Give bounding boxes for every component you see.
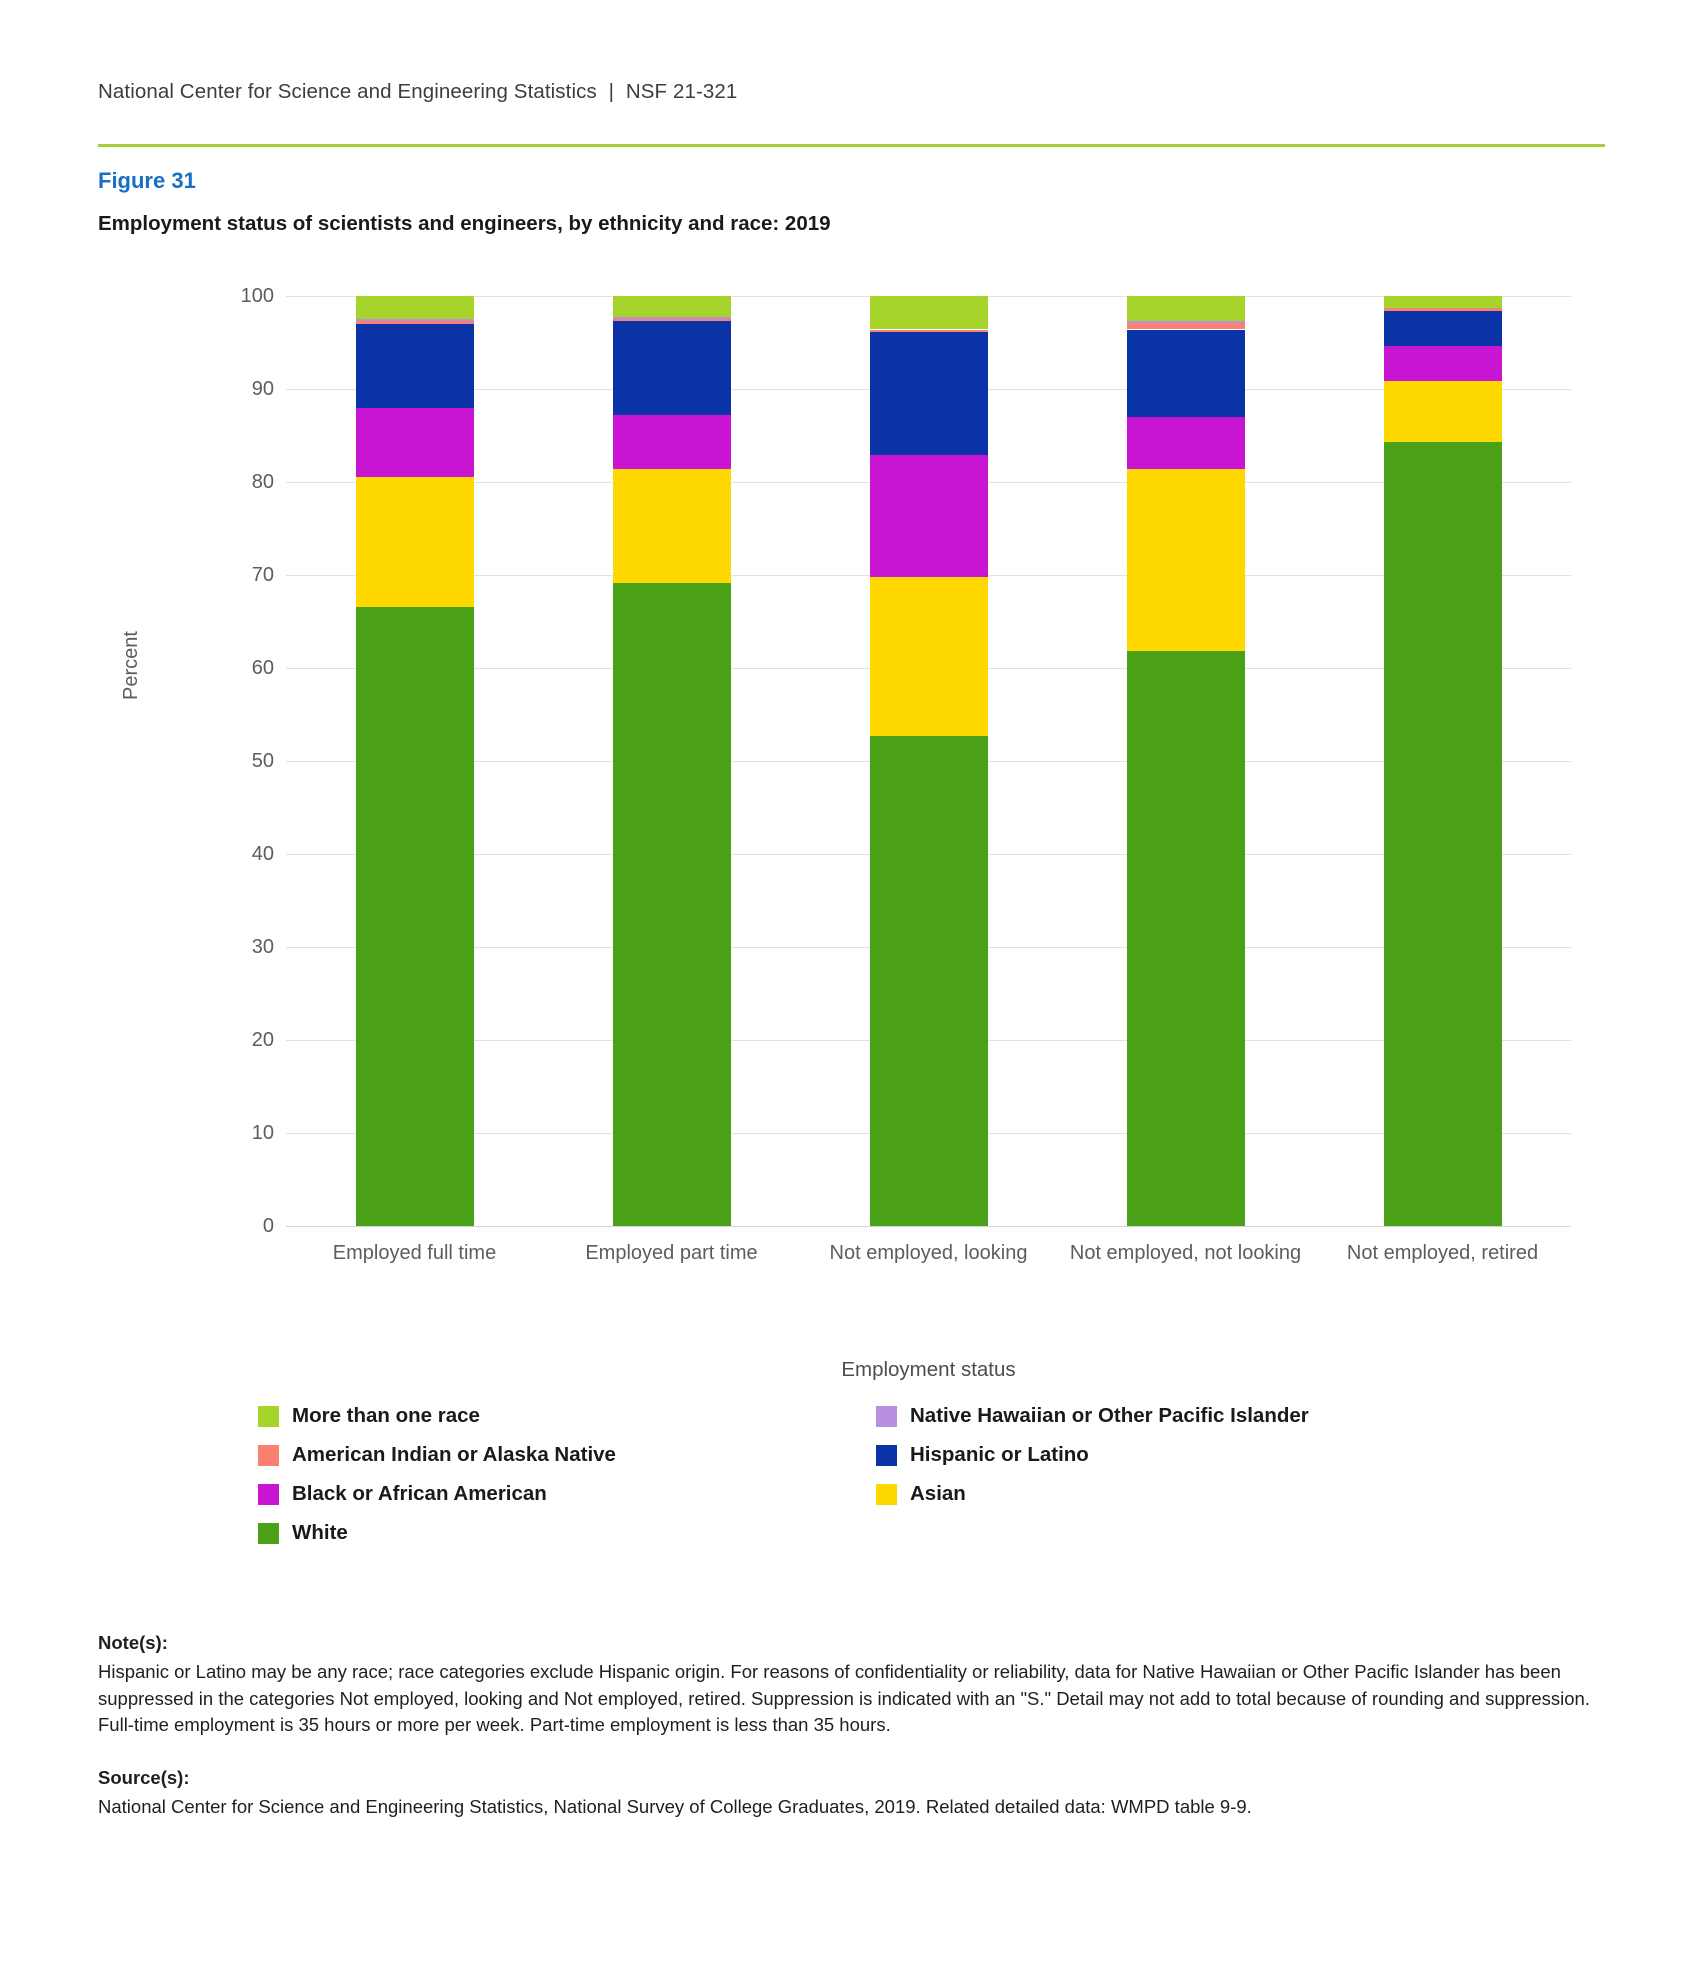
bar-segment — [870, 577, 988, 736]
legend-swatch-icon — [258, 1523, 279, 1544]
bar-segment — [870, 736, 988, 1226]
bar-stack — [356, 296, 474, 1226]
y-axis-tick-label: 20 — [251, 1029, 274, 1051]
bar-segment — [1384, 442, 1502, 1226]
chart-container — [98, 270, 1608, 1380]
header-organization: National Center for Science and Engineering Statistics — [98, 80, 597, 103]
y-axis-tick-label: 90 — [251, 378, 274, 400]
bar-stack — [1384, 296, 1502, 1226]
bar-segment — [1127, 321, 1245, 323]
legend-item[interactable] — [876, 1443, 1089, 1467]
y-axis-tick-label: 30 — [251, 936, 274, 958]
x-axis-tick-label: Employed part time — [585, 1242, 758, 1264]
y-axis-tick-label: 40 — [251, 843, 274, 865]
bar-stack — [613, 296, 731, 1226]
bar-segment — [356, 296, 474, 319]
legend-item[interactable] — [876, 1404, 1309, 1428]
bar-segment — [1127, 651, 1245, 1226]
source-heading: Source(s): — [98, 1767, 190, 1789]
source-body: National Center for Science and Engineering Statistics, National Survey of College Graduates, 2019. Related detailed data: WMPD table 9-9. — [98, 1796, 1252, 1818]
legend-label: Black or African American — [292, 1482, 547, 1505]
bar-segment — [356, 324, 474, 408]
bar-segment — [1384, 346, 1502, 380]
y-axis-tick-label: 70 — [251, 564, 274, 586]
bar-segment — [870, 296, 988, 329]
bar-segment — [870, 330, 988, 333]
header-divider — [98, 144, 1605, 147]
bar-segment — [1127, 330, 1245, 417]
legend-swatch-icon — [258, 1406, 279, 1427]
figure-notes — [98, 1630, 1608, 1847]
bar-segment — [870, 332, 988, 455]
notes-body: Hispanic or Latino may be any race; race categories exclude Hispanic origin. For reasons of confidentiality or reliability, data for Native Hawaiian or Other Pacific Islander has been suppressed in the categories Not employed, looking and Not employed, retired. Suppression is indicated with an "S." Detail may not add to total because of rounding and suppression. Full-time employment is 35 hours or more per week. Part-time employment is less than 35 hours. — [98, 1660, 1590, 1736]
figure-label: Figure 31 — [98, 168, 196, 193]
y-axis-tick-label: 0 — [262, 1215, 274, 1237]
bar-segment — [1127, 323, 1245, 330]
x-axis-tick-label: Not employed, retired — [1346, 1242, 1539, 1264]
legend-swatch-icon — [876, 1406, 897, 1427]
legend-item[interactable] — [258, 1443, 616, 1467]
bar-segment — [356, 408, 474, 478]
legend-row — [258, 1404, 1578, 1443]
legend-row — [258, 1443, 1578, 1482]
bar-stack — [870, 296, 988, 1226]
legend-item[interactable] — [876, 1482, 966, 1506]
bar-segment — [1384, 296, 1502, 308]
bar-segment — [613, 319, 731, 321]
legend-swatch-icon — [876, 1445, 897, 1466]
legend-swatch-icon — [876, 1484, 897, 1505]
bar-segment — [613, 469, 731, 583]
bar-segment — [356, 319, 474, 321]
bar-segment — [870, 455, 988, 577]
x-axis-title: Employment status — [841, 1358, 1016, 1381]
bar-segment — [1127, 296, 1245, 321]
x-axis-tick-label: Not employed, looking — [829, 1242, 1028, 1264]
bar-segment — [613, 415, 731, 469]
y-axis-tick-label: 60 — [251, 657, 274, 679]
x-axis-tick-label: Employed full time — [332, 1242, 497, 1264]
document-header — [98, 80, 737, 104]
y-axis-tick-label: 50 — [251, 750, 274, 772]
bar-segment — [356, 321, 474, 324]
chart-legend — [258, 1404, 1578, 1560]
bar-segment — [613, 296, 731, 317]
legend-swatch-icon — [258, 1445, 279, 1466]
bar-stack — [1127, 296, 1245, 1226]
bar-segment — [613, 583, 731, 1226]
bar-segment — [1127, 417, 1245, 469]
bar-segment — [1127, 469, 1245, 651]
legend-label: Hispanic or Latino — [910, 1443, 1089, 1466]
legend-row — [258, 1521, 1578, 1560]
bar-segment — [1384, 381, 1502, 442]
bar-segment — [1384, 308, 1502, 311]
legend-label: White — [292, 1521, 348, 1544]
legend-label: Native Hawaiian or Other Pacific Islander — [910, 1404, 1309, 1427]
legend-label: More than one race — [292, 1404, 480, 1427]
legend-item[interactable] — [258, 1404, 480, 1428]
legend-item[interactable] — [258, 1521, 348, 1545]
legend-swatch-icon — [258, 1484, 279, 1505]
notes-heading: Note(s): — [98, 1632, 168, 1653]
figure-title: Employment status of scientists and engineers, by ethnicity and race: 2019 — [98, 212, 831, 235]
legend-label: American Indian or Alaska Native — [292, 1443, 616, 1466]
bar-segment — [356, 477, 474, 606]
bar-segment — [356, 607, 474, 1226]
legend-label: Asian — [910, 1482, 966, 1505]
legend-row — [258, 1482, 1578, 1521]
gridline — [286, 1226, 1571, 1227]
y-axis-tick-label: 10 — [251, 1122, 274, 1144]
y-axis-title: Percent — [120, 631, 142, 700]
plot-area — [240, 285, 1571, 1381]
y-axis-tick-label: 80 — [251, 471, 274, 493]
x-axis-tick-label: Not employed, not looking — [1069, 1242, 1302, 1264]
bar-segment — [613, 321, 731, 415]
bar-segment — [1384, 311, 1502, 346]
header-separator: | — [608, 80, 615, 103]
legend-item[interactable] — [258, 1482, 547, 1506]
bar-segment — [613, 317, 731, 319]
y-axis-tick-label: 100 — [240, 285, 274, 307]
header-report-number: NSF 21-321 — [625, 80, 738, 103]
